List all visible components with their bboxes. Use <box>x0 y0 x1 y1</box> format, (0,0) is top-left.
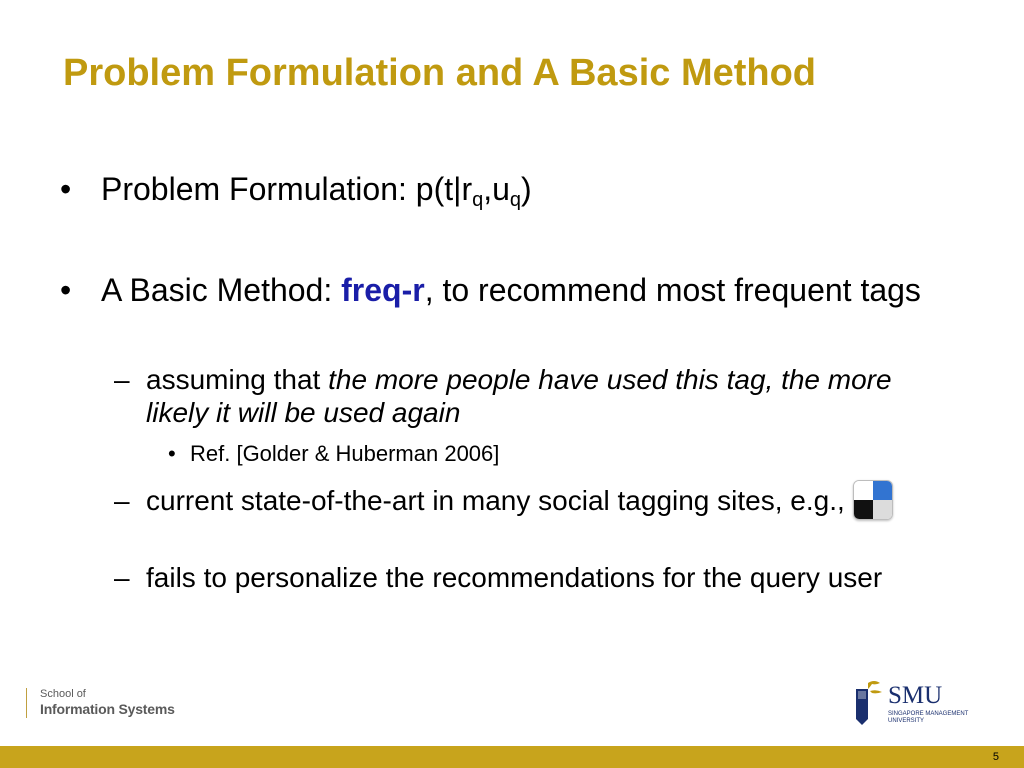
fails-text: fails to personalize the recommendations for the query user <box>146 562 883 593</box>
dash-marker: – <box>114 485 130 516</box>
bullet-basic-method <box>60 271 1001 309</box>
dash-marker: – <box>114 562 130 593</box>
problem-formulation-suffix: ) <box>521 171 532 207</box>
school-logo <box>26 688 175 718</box>
smu-full-line-2: UNIVERSITY <box>888 718 925 724</box>
problem-formulation-mid: ,u <box>483 171 510 207</box>
subbullet-state-of-art <box>114 480 956 520</box>
subbullet-fails-personalize <box>114 561 956 594</box>
state-of-art-text: current state-of-the-art in many social tagging sites, e.g., <box>146 485 853 516</box>
basic-method-prefix: A Basic Method: <box>101 272 342 308</box>
footer-bar <box>0 746 1024 768</box>
school-line-2: Information Systems <box>40 701 175 717</box>
bullet-dot: • <box>168 441 176 466</box>
page-number: 5 <box>992 751 999 763</box>
problem-formulation-prefix: Problem Formulation: p(t|r <box>101 171 473 207</box>
smu-full-name <box>888 711 988 725</box>
smu-name: SMU <box>888 682 943 709</box>
smu-crest-icon <box>850 679 886 729</box>
bullet-problem-formulation <box>60 170 1001 211</box>
school-line-1: School of <box>40 688 86 700</box>
bullet-dot: • <box>60 272 72 308</box>
bullet-dot: • <box>60 171 72 207</box>
subscript-q-2: q <box>509 189 522 211</box>
basic-method-suffix: , to recommend most frequent tags <box>424 272 921 308</box>
freq-r-highlight: freq-r <box>341 272 425 308</box>
reference-text: Ref. [Golder & Huberman 2006] <box>190 441 500 466</box>
subbullet-assumption <box>114 363 956 429</box>
assumption-italic: the more people have used this tag, the more likely it will be used again <box>146 364 892 428</box>
subscript-q-1: q <box>472 189 484 211</box>
smu-full-line-1: SINGAPORE MANAGEMENT <box>888 711 969 717</box>
delicious-icon <box>853 480 893 520</box>
subsubbullet-reference <box>168 439 499 469</box>
assumption-prefix: assuming that <box>146 364 329 395</box>
smu-logo <box>850 679 980 729</box>
dash-marker: – <box>114 364 130 395</box>
slide-title: Problem Formulation and A Basic Method <box>63 52 817 94</box>
